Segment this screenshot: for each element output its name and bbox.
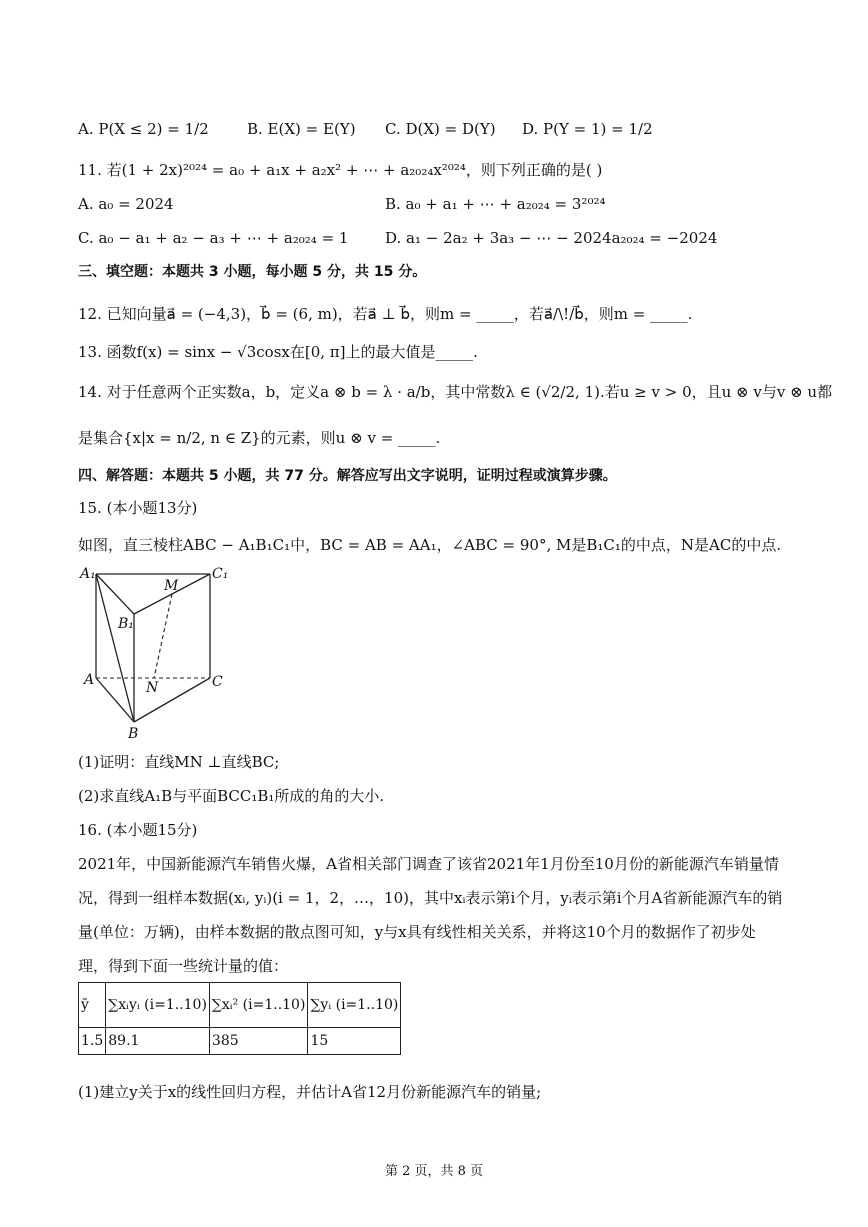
q16-part1: (1)建立y关于x的线性回归方程，并估计A省12月份新能源汽车的销量;: [78, 1083, 542, 1101]
table-header-cell: ȳ: [79, 983, 106, 1028]
q11-option-d: D. a₁ − 2a₂ + 3a₃ − ⋯ − 2024a₂₀₂₄ = −2024: [385, 229, 718, 247]
q14-text-line1: 14. 对于任意两个正实数a，b，定义a ⊗ b = λ · a/b，其中常数λ ∈ (√2/2, 1).若u ≥ v > 0，且u ⊗ v与v ⊗ u都: [78, 383, 833, 401]
statistics-table: [78, 982, 401, 1055]
q16-para-line4: 理，得到下面一些统计量的值：: [78, 957, 289, 975]
table-header-row: [79, 983, 401, 1028]
q16-para-line3: 量(单位：万辆)，由样本数据的散点图可知，y与x具有线性相关关系，并将这10个月的数据作了初步处: [78, 923, 756, 941]
q11-option-a: A. a₀ = 2024: [78, 195, 174, 213]
section-fill-in-heading: 三、填空题：本题共 3 小题，每小题 5 分，共 15 分。: [78, 264, 427, 280]
table-row: [79, 1028, 401, 1055]
q11-stem: 11. 若(1 + 2x)²⁰²⁴ = a₀ + a₁x + a₂x² + ⋯ + a₂₀₂₄x²⁰²⁴，则下列正确的是( ): [78, 161, 603, 179]
table-cell: 15: [308, 1028, 401, 1055]
q10-option-b: B. E(X) = E(Y): [247, 120, 356, 138]
q12-text: 12. 已知向量a⃗ = (−4,3)，b⃗ = (6, m)，若a⃗ ⊥ b⃗，则m = _____，若a⃗/\!/b⃗，则m = _____.: [78, 305, 693, 323]
label-c1: C₁: [212, 566, 229, 582]
label-m: M: [164, 578, 179, 594]
q15-stem: 如图，直三棱柱ABC − A₁B₁C₁中，BC = AB = AA₁，∠ABC = 90°, M是B₁C₁的中点，N是AC的中点.: [78, 536, 782, 554]
q15-part2: (2)求直线A₁B与平面BCC₁B₁所成的角的大小.: [78, 787, 385, 805]
table-header-cell: ∑xᵢ² (i=1..10): [209, 983, 308, 1028]
q11-option-c: C. a₀ − a₁ + a₂ − a₃ + ⋯ + a₂₀₂₄ = 1: [78, 229, 349, 247]
q15-part1: (1)证明：直线MN ⊥直线BC;: [78, 753, 280, 771]
page-footer: 第 2 页，共 8 页: [384, 1164, 484, 1179]
q10-option-c: C. D(X) = D(Y): [385, 120, 496, 138]
section-solutions-heading: 四、解答题：本题共 5 小题，共 77 分。解答应写出文字说明，证明过程或演算步骤。: [78, 468, 617, 484]
q10-option-a: A. P(X ≤ 2) = 1/2: [78, 120, 209, 138]
prism-figure: [78, 562, 238, 742]
table-header-cell: ∑xᵢyᵢ (i=1..10): [106, 983, 210, 1028]
table-cell: 1.5: [79, 1028, 106, 1055]
q11-option-b: B. a₀ + a₁ + ⋯ + a₂₀₂₄ = 3²⁰²⁴: [385, 195, 606, 213]
q16-header: 16. (本小题15分): [78, 821, 198, 839]
label-b: B: [128, 726, 139, 742]
label-c: C: [212, 674, 223, 690]
table-header-cell: ∑yᵢ (i=1..10): [308, 983, 401, 1028]
label-b1: B₁: [118, 616, 134, 632]
q14-text-line2: 是集合{x|x = n/2, n ∈ Z}的元素，则u ⊗ v = _____.: [78, 429, 441, 447]
label-a1: A₁: [80, 566, 96, 582]
q13-text: 13. 函数f(x) = sinx − √3cosx在[0, π]上的最大值是_____.: [78, 343, 478, 361]
label-a: A: [84, 672, 95, 688]
q16-para-line2: 况，得到一组样本数据(xᵢ, yᵢ)(i = 1，2，…，10)，其中xᵢ表示第i个月，yᵢ表示第i个月A省新能源汽车的销: [78, 889, 783, 907]
q10-option-d: D. P(Y = 1) = 1/2: [522, 120, 653, 138]
table-cell: 89.1: [106, 1028, 210, 1055]
label-n: N: [146, 680, 159, 696]
q15-header: 15. (本小题13分): [78, 499, 198, 517]
q16-para-line1: 2021年，中国新能源汽车销售火爆，A省相关部门调查了该省2021年1月份至10月份的新能源汽车销量情: [78, 855, 779, 873]
table-cell: 385: [209, 1028, 308, 1055]
